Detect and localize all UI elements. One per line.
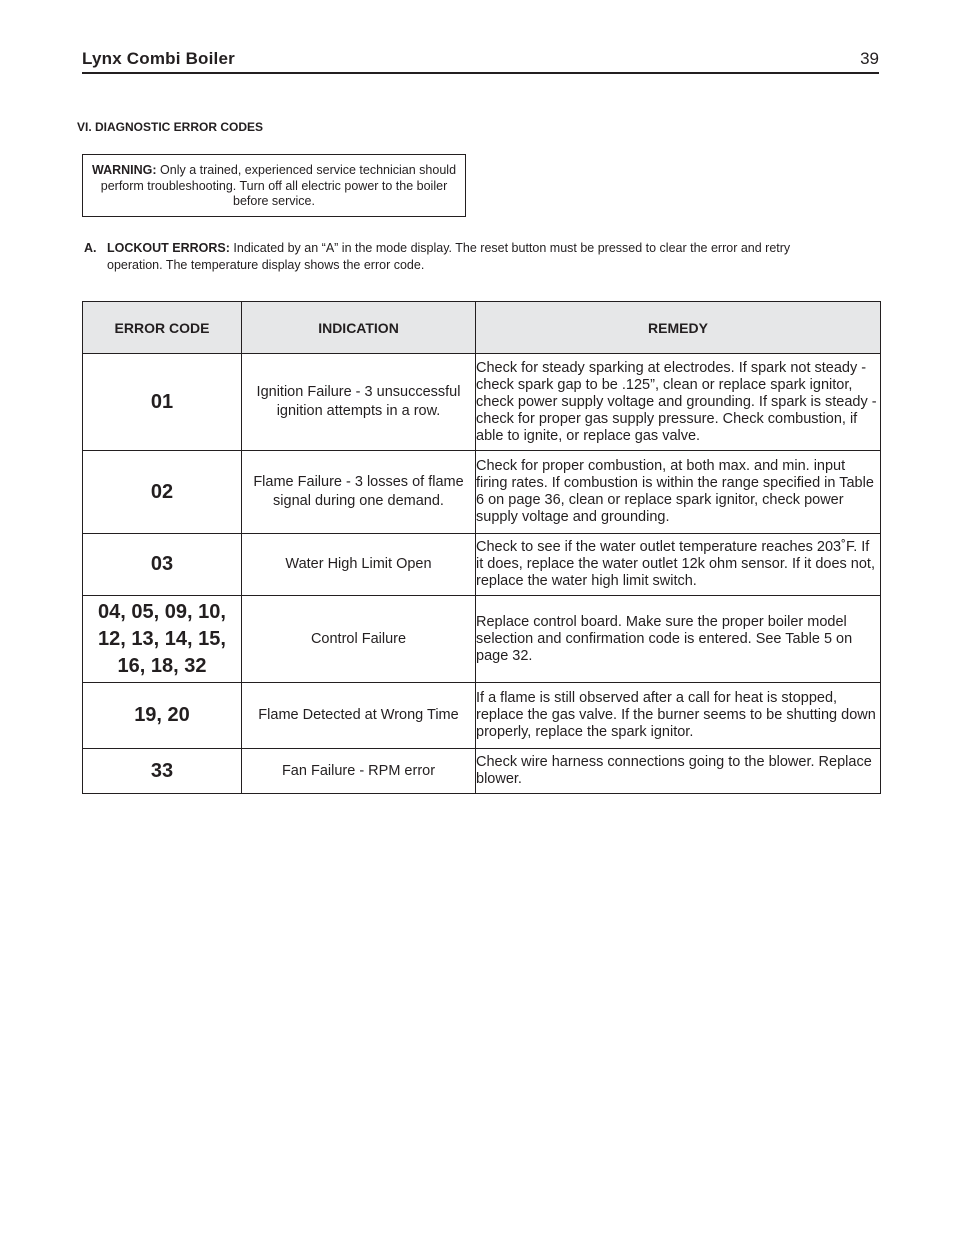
indication-cell: Water High Limit Open: [242, 534, 476, 596]
column-header-indication: INDICATION: [242, 302, 476, 354]
column-header-error-code: ERROR CODE: [83, 302, 242, 354]
document-title: Lynx Combi Boiler: [82, 49, 235, 68]
remedy-cell: If a flame is still observed after a call for heat is stopped, replace the gas valve. If the burner seems to be shutting down properly, replace the spark ignitor.: [476, 683, 881, 749]
remedy-cell: Check wire harness connections going to the blower. Replace blower.: [476, 749, 881, 794]
remedy-cell: Check for steady sparking at electrodes. If spark not steady - check spark gap to be .125”, clean or replace spark ignitor, check power supply voltage and grounding. If spark is steady - check for proper gas supply pressure. Check combustion, if able to ignite, or replace gas valve.: [476, 354, 881, 451]
error-code-cell: 04, 05, 09, 10, 12, 13, 14, 15, 16, 18, 32: [83, 596, 242, 683]
indication-cell: Fan Failure - RPM error: [242, 749, 476, 794]
table-row: [83, 354, 881, 451]
indication-cell: Flame Detected at Wrong Time: [242, 683, 476, 749]
error-codes-table: [82, 301, 881, 794]
lockout-label: LOCKOUT ERRORS:: [107, 241, 230, 255]
page-number: 39: [860, 49, 879, 68]
table-header-row: [83, 302, 881, 354]
error-code-cell: 01: [83, 354, 242, 451]
item-letter: A.: [84, 241, 97, 255]
page-header: [82, 48, 879, 74]
warning-label: WARNING:: [91, 163, 157, 177]
error-code-cell: 33: [83, 749, 242, 794]
error-code-cell: 19, 20: [83, 683, 242, 749]
table-row: [83, 749, 881, 794]
indication-cell: Control Failure: [242, 596, 476, 683]
error-code-cell: 02: [83, 451, 242, 534]
warning-text: Only a trained, experienced service technician should perform troubleshooting. Turn off all electric power to the boiler before service.: [100, 163, 457, 208]
table-row: [83, 683, 881, 749]
error-code-cell: 03: [83, 534, 242, 596]
section-heading: VI. DIAGNOSTIC ERROR CODES: [77, 120, 264, 134]
warning-box: [82, 154, 466, 217]
table-row: [83, 534, 881, 596]
lockout-text: Indicated by an “A” in the mode display. The reset button must be pressed to clear the error and retry operation. The temperature display shows the error code.: [107, 241, 791, 272]
table-row: [83, 451, 881, 534]
remedy-cell: Replace control board. Make sure the proper boiler model selection and confirmation code is entered. See Table 5 on page 32.: [476, 596, 881, 683]
lockout-errors-paragraph: [84, 240, 844, 273]
table-row: [83, 596, 881, 683]
indication-cell: Flame Failure - 3 losses of flame signal during one demand.: [242, 451, 476, 534]
remedy-cell: Check for proper combustion, at both max. and min. input firing rates. If combustion is within the range specified in Table 6 on page 36, clean or replace spark ignitor, check power supply voltage and grounding.: [476, 451, 881, 534]
column-header-remedy: REMEDY: [476, 302, 881, 354]
indication-cell: Ignition Failure - 3 unsuccessful ignition attempts in a row.: [242, 354, 476, 451]
remedy-cell: Check to see if the water outlet temperature reaches 203˚F. If it does, replace the water outlet 12k ohm sensor. If it does not, replace the water high limit switch.: [476, 534, 881, 596]
